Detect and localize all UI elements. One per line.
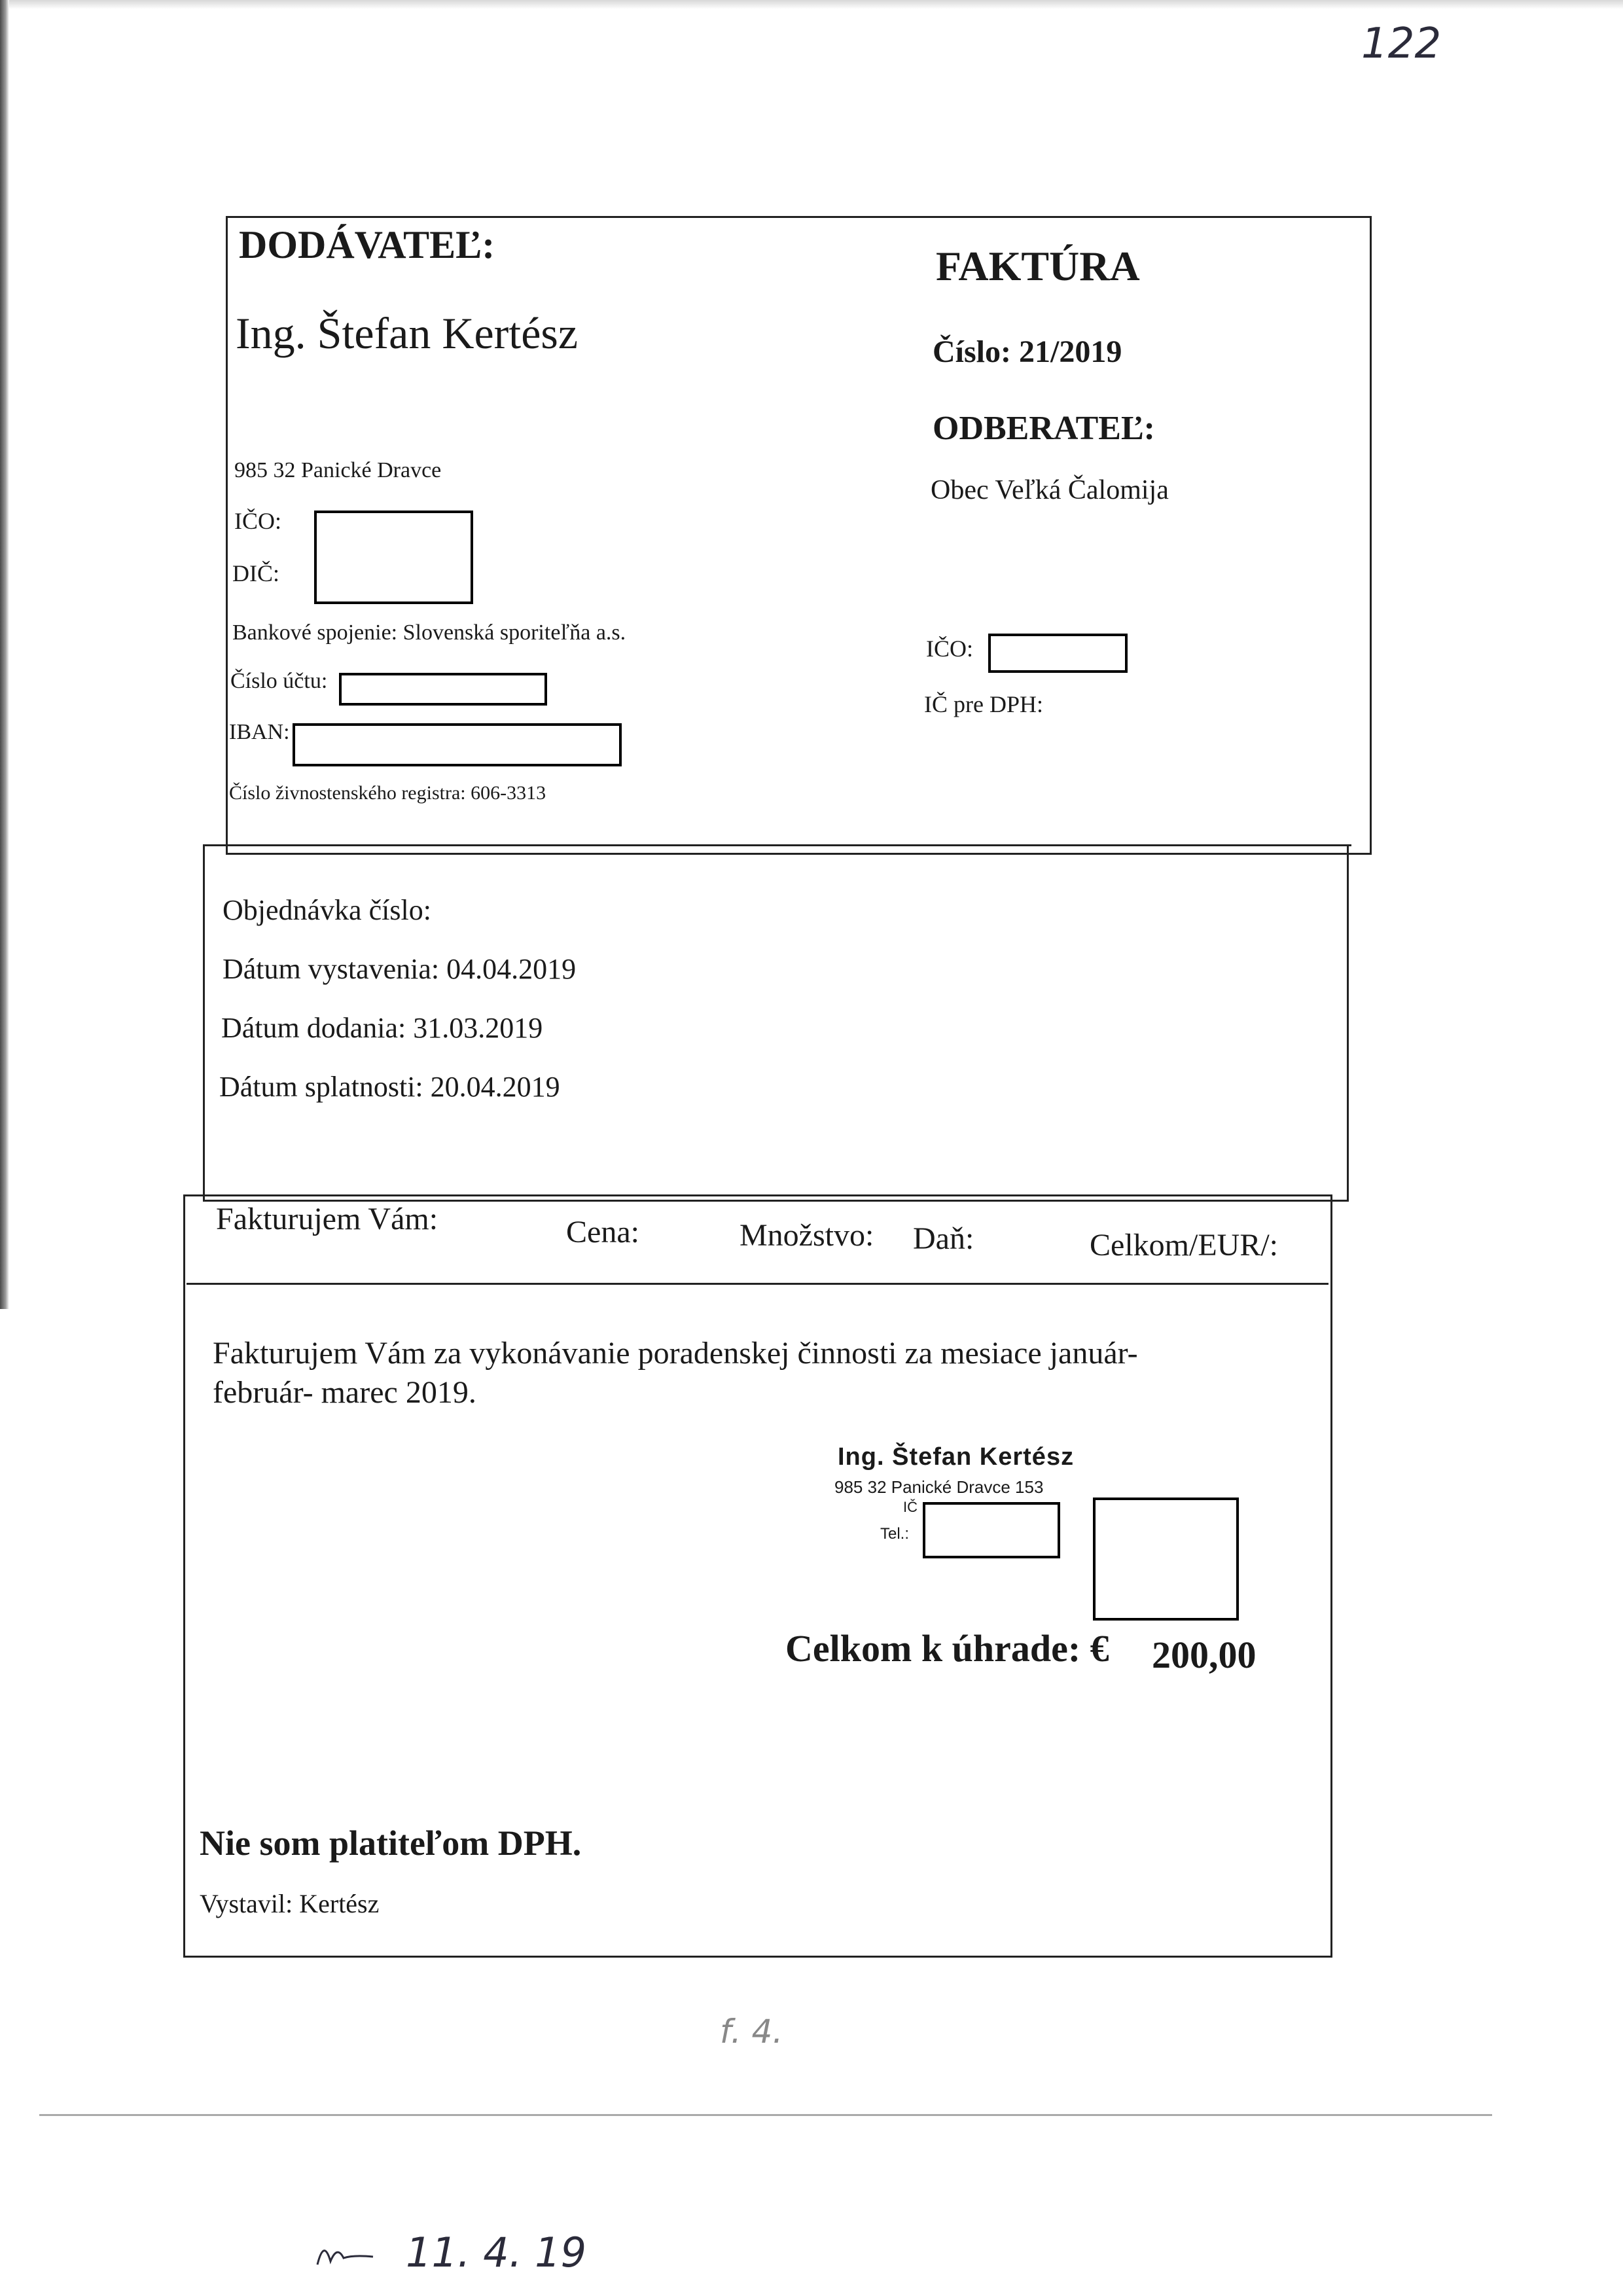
items-description-line1: Fakturujem Vám za vykonávanie poradenskej činnosti za mesiace január- [213, 1336, 1138, 1371]
items-header-quantity: Množstvo: [740, 1218, 874, 1253]
stamp-ic-label: IČ [903, 1499, 918, 1515]
supplier-iban-label: IBAN: [229, 720, 290, 744]
redacted-customer-ico [988, 634, 1128, 673]
delivery-date: Dátum dodania: 31.03.2019 [221, 1012, 543, 1044]
stamp-name: Ing. Štefan Kertész [838, 1443, 1075, 1471]
customer-heading: ODBERATEĽ: [933, 410, 1155, 447]
items-description-line2: február- marec 2019. [213, 1375, 476, 1410]
scan-shadow-top [0, 0, 1623, 9]
order-number-label: Objednávka číslo: [223, 894, 431, 926]
supplier-ico-label: IČO: [234, 508, 281, 534]
supplier-name: Ing. Štefan Kertész [236, 308, 579, 358]
supplier-address: 985 32 Panické Dravce [234, 458, 442, 482]
issue-date: Dátum vystavenia: 04.04.2019 [223, 953, 577, 985]
customer-name: Obec Veľká Čalomija [931, 475, 1169, 505]
supplier-account-label: Číslo účtu: [230, 669, 328, 693]
stamp-tel-label: Tel.: [880, 1525, 910, 1543]
supplier-dic-label: DIČ: [232, 560, 279, 586]
items-header-price: Cena: [566, 1215, 639, 1249]
scan-shadow-left [0, 0, 9, 1309]
due-date: Dátum splatnosti: 20.04.2019 [219, 1071, 560, 1103]
redacted-account-number [339, 673, 547, 706]
items-header-tax: Daň: [913, 1221, 974, 1256]
supplier-bank-line: Bankové spojenie: Slovenská sporiteľňa a.s. [232, 620, 626, 645]
customer-ico-label: IČO: [926, 636, 973, 662]
redacted-supplier-ico-dic [314, 511, 473, 604]
handwritten-initials [314, 2232, 380, 2280]
total-amount: 200,00 [1152, 1634, 1257, 1676]
scan-fold-line [39, 2114, 1492, 2116]
stamp-address: 985 32 Panické Dravce 153 [834, 1477, 1044, 1497]
invoice-number: Číslo: 21/2019 [933, 334, 1122, 369]
items-header-divider [187, 1283, 1329, 1285]
items-header-description: Fakturujem Vám: [216, 1202, 438, 1236]
redacted-iban [293, 723, 622, 766]
handwritten-mark: f. 4. [720, 2013, 783, 2051]
redacted-signature [1093, 1498, 1239, 1621]
handwritten-page-number: 122 [1361, 20, 1442, 68]
supplier-heading: DODÁVATEĽ: [239, 223, 495, 266]
redacted-stamp-ic-tel [923, 1502, 1060, 1558]
vat-note: Nie som platiteľom DPH. [200, 1823, 582, 1863]
issued-by: Vystavil: Kertész [200, 1889, 380, 1918]
supplier-registry-line: Číslo živnostenského registra: 606-3313 [229, 782, 546, 804]
handwritten-signature-date: 11. 4. 19 [406, 2229, 587, 2276]
invoice-heading: FAKTÚRA [936, 243, 1140, 289]
items-header-total: Celkom/EUR/: [1090, 1228, 1278, 1263]
handwritten-initials-icon [314, 2232, 380, 2271]
customer-ic-dph-label: IČ pre DPH: [924, 691, 1043, 717]
total-label: Celkom k úhrade: € [785, 1627, 1109, 1670]
